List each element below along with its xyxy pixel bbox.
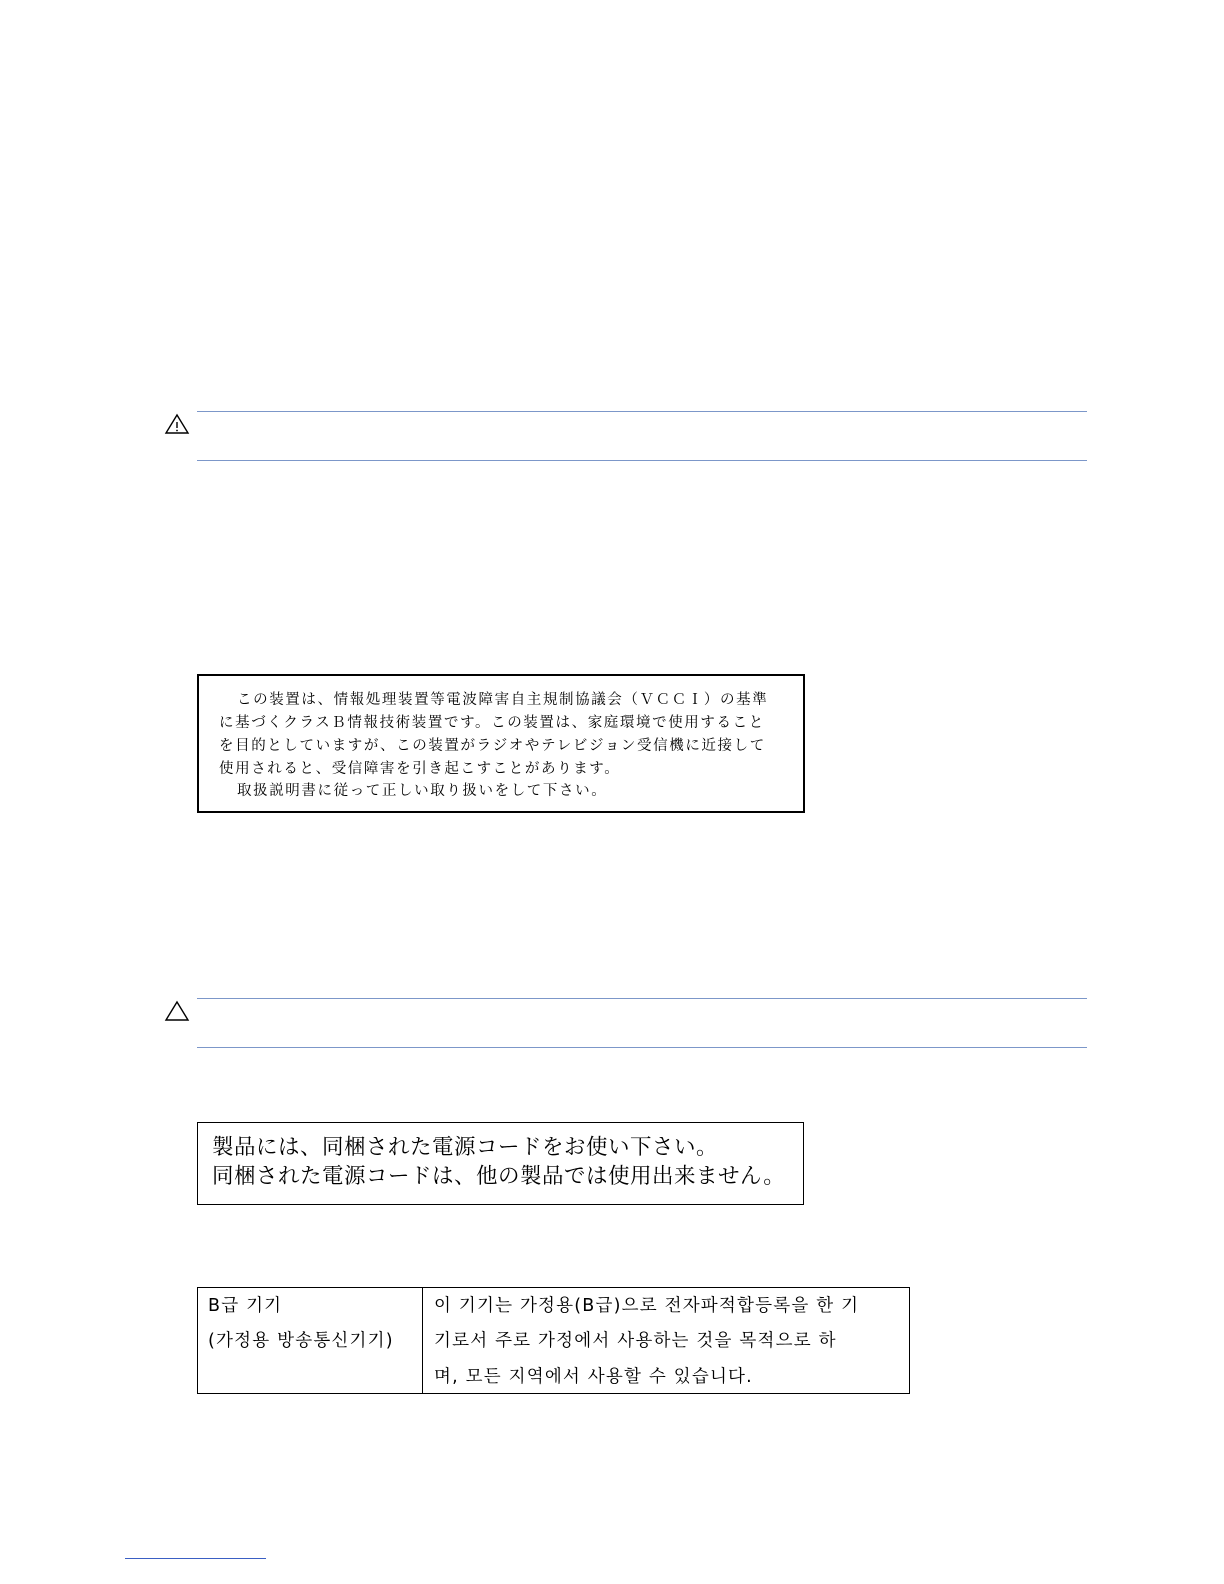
korean-notice-table [197, 1287, 910, 1394]
warning-bottom-rule [197, 460, 1087, 461]
vcci-line: 使用されると、受信障害を引き起こすことがあります。 [219, 761, 621, 777]
statement-line: 이 기기는 가정용(B급)으로 전자파적합등록을 한 기 [434, 1296, 860, 1316]
power-cord-line: 同梱された電源コードは、他の製品では使用出来ません。 [212, 1164, 786, 1189]
class-description: (가정용 방송통신기기) [208, 1331, 394, 1351]
power-cord-line: 製品には、同梱された電源コードをお使い下さい。 [212, 1135, 719, 1160]
power-cord-notice-box [197, 1122, 804, 1205]
class-label: B급 기기 [208, 1296, 283, 1316]
caution-top-rule [197, 998, 1087, 999]
statement-line: 며, 모든 지역에서 사용할 수 있습니다. [434, 1367, 753, 1387]
caution-icon [164, 1000, 190, 1022]
warning-icon [164, 413, 190, 435]
vcci-line: この装置は、情報処理装置等電波障害自主規制協議会（ＶＣＣＩ）の基準 [237, 692, 769, 708]
vcci-notice-box [197, 674, 805, 813]
warning-top-rule [197, 411, 1087, 412]
vcci-line: に基づくクラスＢ情報技術装置です。この装置は、家庭環境で使用すること [219, 715, 765, 731]
statement-line: 기로서 주로 가정에서 사용하는 것을 목적으로 하 [434, 1331, 837, 1351]
table-divider [422, 1288, 423, 1393]
vcci-line: を目的としていますが、この装置がラジオやテレビジョン受信機に近接して [219, 738, 766, 754]
footer-rule [125, 1558, 266, 1559]
vcci-line: 取扱説明書に従って正しい取り扱いをして下さい。 [237, 783, 608, 799]
caution-bottom-rule [197, 1047, 1087, 1048]
